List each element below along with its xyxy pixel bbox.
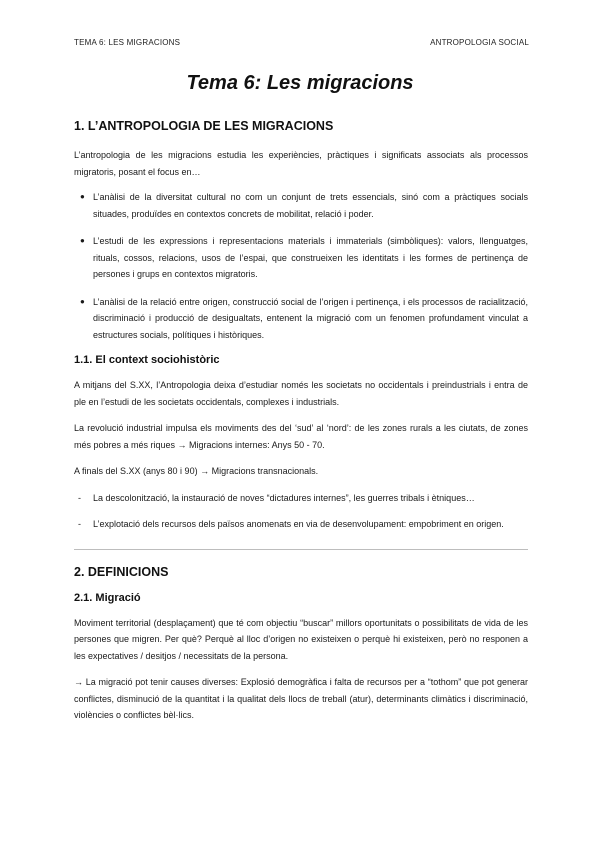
bullet-text: L’anàlisi de la relació entre origen, construcció social de l’origen i pertinença, i els processos de racialització, discriminació i producció de desigualtats, entenent la migració com un fenomen profundament vinculat a estructures socials, polítiques i històriques.: [93, 296, 528, 340]
document-body: [74, 119, 528, 724]
bullet-dot-icon: ●: [80, 296, 85, 306]
section-divider: [74, 549, 528, 550]
dash-item: [74, 516, 528, 533]
section-2-heading: 2. DEFINICIONS: [74, 564, 169, 579]
page-title: Tema 6: Les migracions: [186, 72, 414, 94]
section-1-bullet-list: [74, 189, 528, 343]
paragraph: Moviment territorial (desplaçament) que té com objectiu “buscar” millors oportunitats o possibilitats de vida de les persones que migren. Per què? Perquè al lloc d’origen no existeixen o perquè hi existeixen, però no responen a les expectatives / desitjos / necessitats de la persona.: [74, 617, 528, 661]
dash-text: L’explotació dels recursos dels països anomenats en via de desenvolupament: empobriment en origen.: [93, 519, 504, 529]
dash-item: [74, 490, 528, 507]
paragraph: → La migració pot tenir causes diverses: Explosió demogràfica i falta de recursos per a “tothom” que pot generar conflictes, disminució de la quantitat i la qualitat dels llocs de treball (atur), determinants climàtics i discriminació, violències o conflictes bèl·lics.: [74, 677, 528, 720]
header-left: TEMA 6: LES MIGRACIONS: [74, 38, 181, 47]
bullet-item: [74, 294, 528, 344]
subsection-1-1-heading: 1.1. El context sociohistòric: [74, 354, 220, 366]
paragraph: A finals del S.XX (anys 80 i 90) → Migracions transnacionals.: [74, 466, 319, 476]
dash-list: [74, 490, 528, 533]
dash-marker: -: [78, 492, 81, 503]
section-1-heading: 1. L’ANTROPOLOGIA DE LES MIGRACIONS: [74, 119, 334, 133]
bullet-dot-icon: ●: [80, 192, 85, 201]
paragraph: A mitjans del S.XX, l’Antropologia deixa d’estudiar només les societats no occidentals i preindustrials i entra de ple en l’estudi de les societats occidentals, complexes i industrials.: [74, 380, 528, 407]
subsection-2-1-heading: 2.1. Migració: [74, 591, 141, 604]
bullet-text: L’anàlisi de la diversitat cultural no com un conjunt de trets essencials, sinó com a pràctiques socials situades, produïdes en contextos concrets de mobilitat, relació i poder.: [93, 192, 528, 219]
bullet-item: [74, 233, 528, 283]
bullet-item: [74, 189, 528, 222]
paragraph: La revolució industrial impulsa els moviments des del ‘sud’ al ‘nord’: de les zones rurals a les ciutats, de zones més pobres a més riques → Migracions internes: Anys 50 - 70.: [74, 423, 528, 450]
bullet-dot-icon: ●: [80, 236, 85, 245]
header-right: ANTROPOLOGIA SOCIAL: [430, 38, 529, 47]
dash-text: La descolonització, la instauració de noves “dictadures internes”, les guerres tribals i ètniques…: [93, 492, 475, 503]
dash-marker: -: [78, 519, 81, 529]
section-1-intro: L’antropologia de les migracions estudia les experiències, pràctiques i significats associats als processos migratoris, posant el focus en…: [74, 150, 528, 177]
bullet-text: L’estudi de les expressions i representacions materials i immaterials (simbòliques): valors, llenguatges, rituals, cossos, relacions, usos de l’espai, que construeixen les identitats i les formes de pertinença de persones i grups en contextos migratoris.: [93, 236, 528, 279]
